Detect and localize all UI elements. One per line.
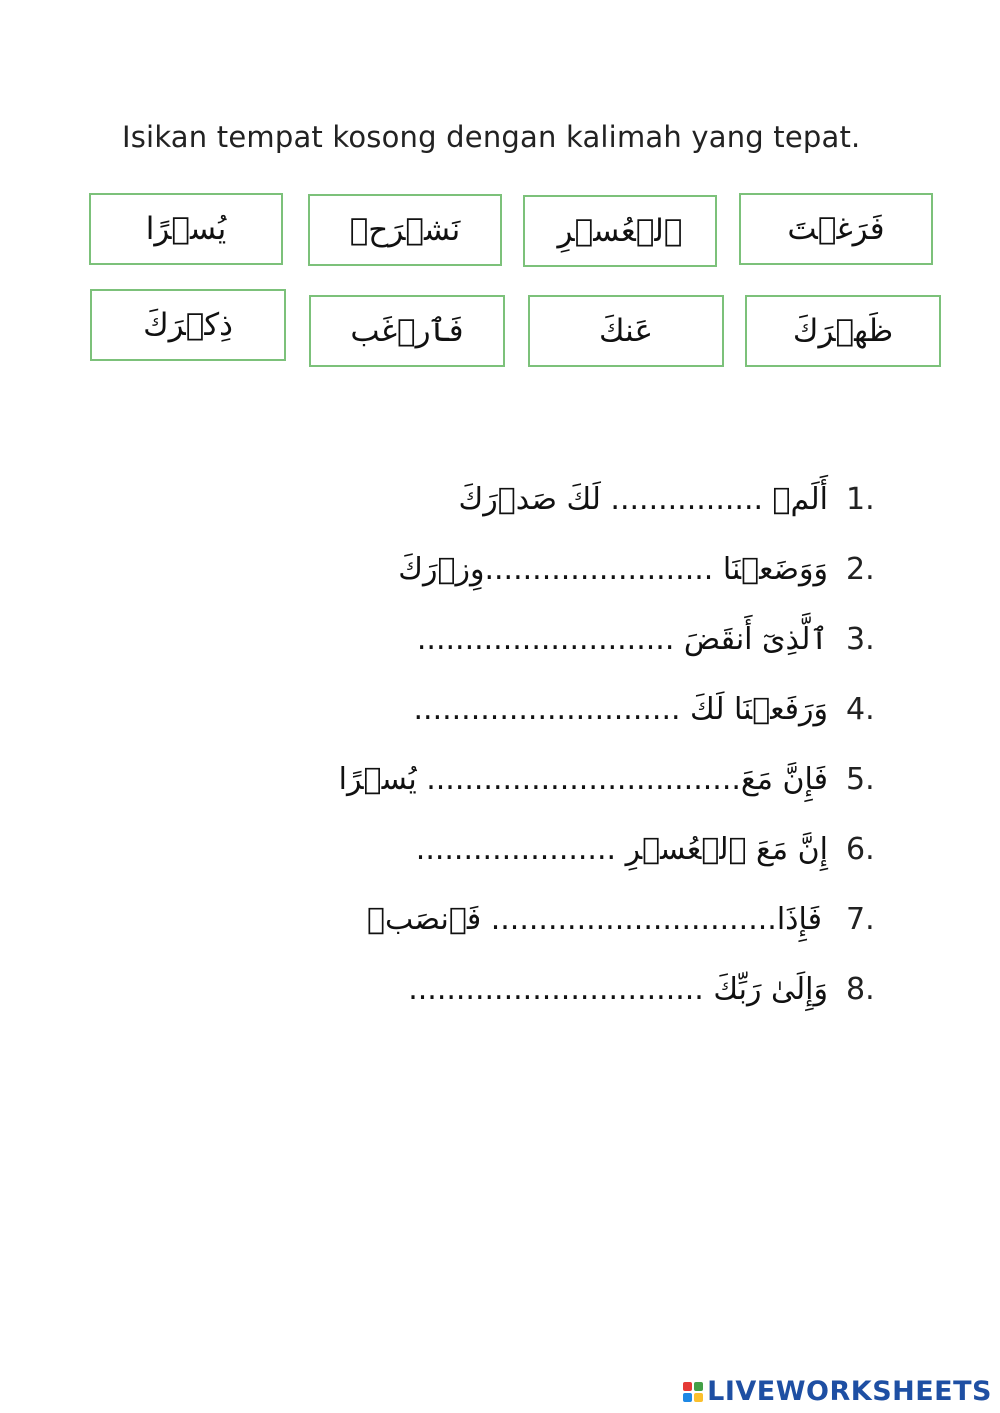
word-bank-item[interactable]: فَٱرۡغَب bbox=[309, 295, 505, 367]
question-number: 7. bbox=[846, 901, 875, 937]
question-number: 1. bbox=[846, 481, 875, 517]
question-number: 6. bbox=[846, 831, 875, 867]
logo-tiles-icon bbox=[683, 1382, 703, 1402]
word-bank-item[interactable]: نَشۡرَحۡ bbox=[308, 194, 502, 266]
word-bank-item[interactable]: يُسۡرًا bbox=[89, 193, 283, 265]
question-number: 8. bbox=[846, 971, 875, 1007]
question-text[interactable]: وَرَفَعۡنَا لَكَ ............................ bbox=[413, 691, 828, 727]
logo-tile bbox=[694, 1382, 703, 1391]
logo-tile bbox=[694, 1393, 703, 1402]
liveworksheets-logo[interactable] bbox=[683, 1376, 992, 1407]
question-row bbox=[208, 544, 908, 594]
question-text[interactable]: ٱلَّذِىٓ أَنقَضَ ........................... bbox=[416, 621, 828, 657]
word-bank-item[interactable]: ٱلۡعُسۡرِ bbox=[523, 195, 717, 267]
question-number: 4. bbox=[846, 691, 875, 727]
question-text[interactable]: إِنَّ مَعَ ٱلۡعُسۡرِ ..................... bbox=[415, 831, 828, 867]
word-bank-item[interactable]: فَرَغۡتَ bbox=[739, 193, 933, 265]
question-text[interactable]: فَإِذَا.............................. فَٱنصَبۡ bbox=[367, 901, 822, 937]
brand-name: LIVEWORKSHEETS bbox=[707, 1376, 992, 1407]
question-row bbox=[208, 894, 908, 944]
question-text[interactable]: وَوَضَعۡنَا ........................وِزۡرَكَ bbox=[398, 551, 828, 587]
question-text[interactable]: وَإِلَىٰ رَبِّكَ ............................... bbox=[408, 971, 828, 1007]
question-number: 5. bbox=[846, 761, 875, 797]
logo-tile bbox=[683, 1382, 692, 1391]
question-row bbox=[208, 614, 908, 664]
logo-tile bbox=[683, 1393, 692, 1402]
question-row bbox=[208, 474, 908, 524]
question-number: 2. bbox=[846, 551, 875, 587]
question-row bbox=[208, 754, 908, 804]
word-bank-item[interactable]: ذِكۡرَكَ bbox=[90, 289, 286, 361]
word-bank-item[interactable]: ظَهۡرَكَ bbox=[745, 295, 941, 367]
question-number: 3. bbox=[846, 621, 875, 657]
question-row bbox=[208, 684, 908, 734]
instruction-text: Isikan tempat kosong dengan kalimah yang tepat. bbox=[122, 120, 861, 154]
question-row bbox=[208, 964, 908, 1014]
word-bank-item[interactable]: عَنكَ bbox=[528, 295, 724, 367]
question-text[interactable]: أَلَمۡ ................ لَكَ صَدۡرَكَ bbox=[458, 481, 828, 517]
question-row bbox=[208, 824, 908, 874]
question-text[interactable]: فَإِنَّ مَعَ................................. يُسۡرًا bbox=[338, 761, 828, 797]
